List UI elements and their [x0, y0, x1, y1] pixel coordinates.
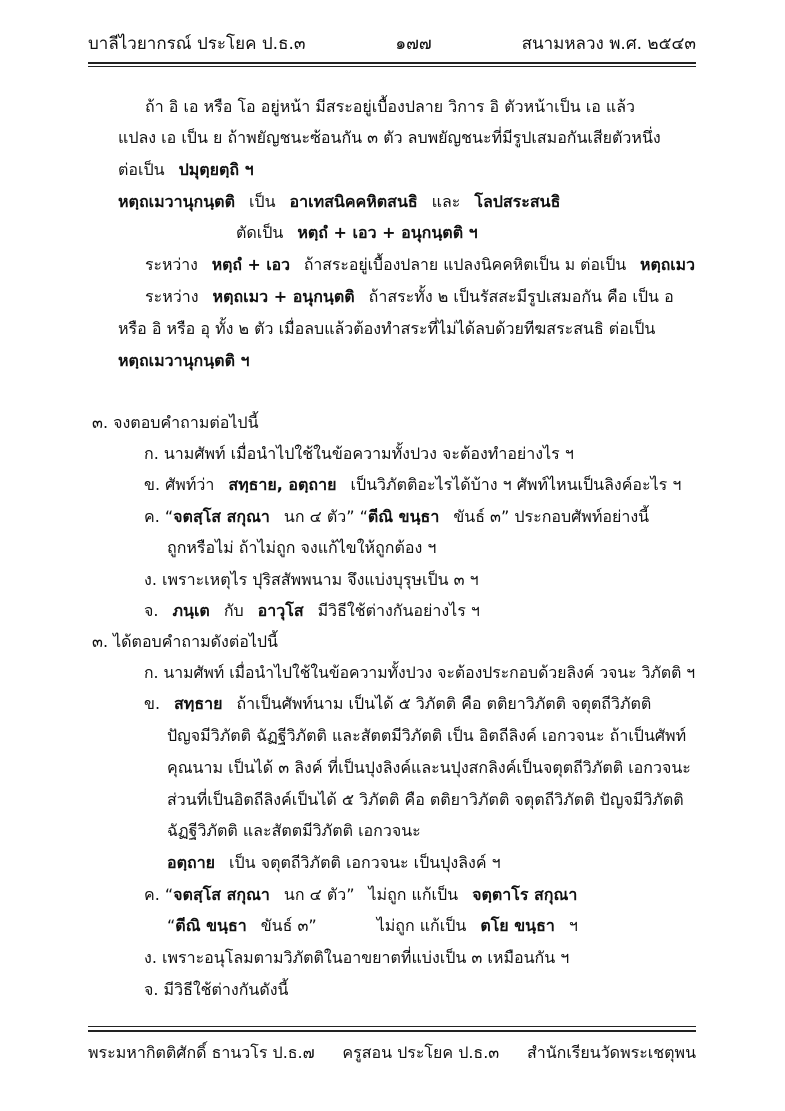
- footer-rule: [88, 1030, 696, 1032]
- question-item: ถูกหรือไม่ ถ้าไม่ถูก จงแก้ไขให้ถูกต้อง ฯ: [167, 538, 437, 557]
- footer-author: พระมหากิตติศักดิ์ ธานวโร ป.ธ.๗: [88, 1042, 315, 1062]
- question-item: จ. ภนฺเต กับ อาวุโส มีวิธีใช้ต่างกันอย่างไร ฯ: [144, 601, 480, 620]
- body-line: ถ้า อิ เอ หรือ โอ อยู่หน้า มีสระอยู่เบื้องปลาย วิการ อิ ตัวหน้าเป็น เอ แล้ว: [145, 97, 636, 116]
- answer-item: ข. สทฺธาย ถ้าเป็นศัพท์นาม เป็นได้ ๕ วิภัตติ คือ ตติยาวิภัตติ จตุตถีวิภัตติ: [144, 694, 652, 713]
- body-line: หตฺถเมวานุกนฺตติ เป็น อาเทสนิคคหิตสนธิ และ โลปสระสนธิ: [118, 192, 561, 211]
- answer-item: ปัญจมีวิภัตติ ฉัฏฐีวิภัตติ และสัตตมีวิภัตติ เป็น อิตถีลิงค์ เอกวจนะ ถ้าเป็นศัพท์: [167, 726, 687, 745]
- page-header: [88, 30, 696, 56]
- header-rule: [88, 62, 696, 64]
- answer-item: ก. นามศัพท์ เมื่อนำไปใช้ในข้อความทั้งปวง จะต้องประกอบด้วยลิงค์ วจนะ วิภัตติ ฯ: [144, 663, 696, 682]
- answer-item: อตฺถาย เป็น จตุตถีวิภัตติ เอกวจนะ เป็นปุงลิงค์ ฯ: [167, 853, 501, 872]
- answer-item: ส่วนที่เป็นอิตถีลิงค์เป็นได้ ๕ วิภัตติ คือ ตติยาวิภัตติ จตุตถีวิภัตติ ปัญจมีวิภัตติ: [167, 790, 684, 809]
- body-line: แปลง เอ เป็น ย ถ้าพยัญชนะซ้อนกัน ๓ ตัว ลบพยัญชนะที่มีรูปเสมอกันเสียตัวหนึ่ง: [118, 128, 661, 147]
- page-footer: [88, 1040, 696, 1066]
- body-line: ระหว่าง หตฺถเมว + อนุกนฺตติ ถ้าสระทั้ง ๒ เป็นรัสสะมีรูปเสมอกัน คือ เป็น อ: [145, 287, 674, 306]
- footer-rule-thin: [88, 1026, 696, 1027]
- footer-role: ครูสอน ประโยค ป.ธ.๓: [342, 1042, 500, 1062]
- header-rule-thin: [88, 66, 696, 67]
- body-line: หรือ อิ หรือ อุ ทั้ง ๒ ตัว เมื่อลบแล้วต้องทำสระที่ไม่ได้ลบด้วยทีฆสระสนธิ ต่อเป็น: [118, 319, 656, 338]
- answer-item: “ตีณิ ขนฺธา ขันธ์ ๓” ไม่ถูก แก้เป็น ตโย ขนฺธา ฯ: [167, 916, 578, 935]
- answer-item: ฉัฏฐีวิภัตติ และสัตตมีวิภัตติ เอกวจนะ: [167, 821, 421, 840]
- question-item: ค. “จตสฺโส สกุณา นก ๔ ตัว” “ตีณิ ขนฺธา ขันธ์ ๓” ประกอบศัพท์อย่างนี้: [144, 507, 650, 526]
- question-item: ข. ศัพท์ว่า สทฺธาย, อตฺถาย เป็นวิภัตติอะไรได้บ้าง ฯ ศัพท์ไหนเป็นลิงค์อะไร ฯ: [144, 475, 682, 494]
- question-item: ก. นามศัพท์ เมื่อนำไปใช้ในข้อความทั้งปวง จะต้องทำอย่างไร ฯ: [144, 444, 574, 463]
- body-line: ตัดเป็น หตฺถํ + เอว + อนุกนฺตติ ฯ: [236, 223, 478, 242]
- body-line: หตฺถเมวานุกนฺตติ ฯ: [118, 351, 250, 370]
- footer-institution: สำนักเรียนวัดพระเชตุพน: [526, 1042, 696, 1062]
- question-item: ง. เพราะเหตุไร ปุริสสัพพนาม จึงแบ่งบุรุษเป็น ๓ ฯ: [144, 570, 479, 589]
- section-heading: ๓. จงตอบคำถามต่อไปนี้: [92, 413, 259, 432]
- body-line: ระหว่าง หตฺถํ + เอว ถ้าสระอยู่เบื้องปลาย แปลงนิคคหิตเป็น ม ต่อเป็น หตฺถเมว: [145, 255, 695, 274]
- answer-item: ง. เพราะอนุโลมตามวิภัตติในอาขยาตที่แบ่งเป็น ๓ เหมือนกัน ฯ: [144, 948, 570, 967]
- section-heading: ๓. ได้ตอบคำถามดังต่อไปนี้: [92, 632, 278, 651]
- page-number: ๑๗๗: [395, 33, 432, 54]
- answer-item: คุณนาม เป็นได้ ๓ ลิงค์ ที่เป็นปุงลิงค์และนปุงสกลิงค์เป็นจตุตถีวิภัตติ เอกวจนะ: [167, 758, 691, 777]
- answer-item: ค. “จตสฺโส สกุณา นก ๔ ตัว” ไม่ถูก แก้เป็น จตฺตาโร สกุณา: [144, 885, 578, 904]
- answer-item: จ. มีวิธีใช้ต่างกันดังนี้: [144, 980, 289, 999]
- header-title: บาลีไวยากรณ์ ประโยค ป.ธ.๓: [88, 33, 306, 54]
- header-exam: สนามหลวง พ.ศ. ๒๕๔๓: [521, 33, 696, 54]
- body-line: ต่อเป็น ปมุตฺยตฺถิ ฯ: [118, 160, 254, 179]
